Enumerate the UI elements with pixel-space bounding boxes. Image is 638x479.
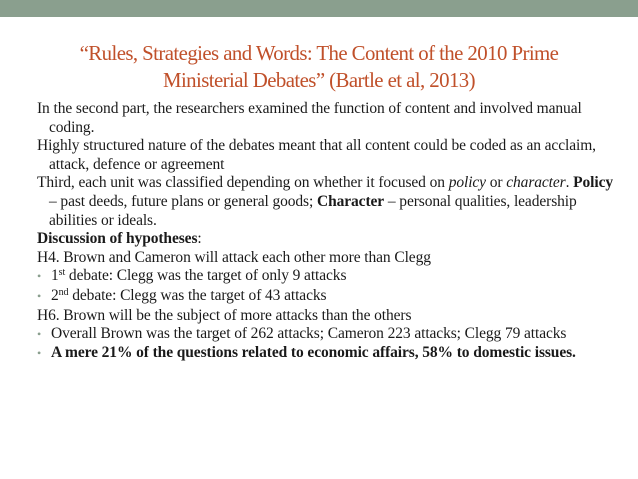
discussion-label: Discussion of hypotheses [37,230,198,248]
title-line-1: “Rules, Strategies and Words: The Content of the 2010 Prime [79,41,559,65]
hypothesis-h4: H4. Brown and Cameron will attack each other more than Clegg [37,248,431,266]
paragraph-third-classification [37,174,617,230]
character-italic: character [506,174,566,192]
ordinal-suffix: nd [58,286,69,298]
bullet-text: debate: Clegg was the target of only 9 attacks [65,267,347,285]
bullet-first-debate-text [51,267,617,286]
slide-body [37,100,617,362]
bullet-overall-attacks-text: Overall Brown was the target of 262 attacks; Cameron 223 attacks; Clegg 79 attacks [51,325,567,343]
bullet-overall-attacks [37,325,617,344]
bullet-icon: • [37,345,42,360]
bullet-icon: • [37,327,42,342]
ordinal-number: 2 [51,286,59,304]
ordinal-suffix: st [58,267,66,279]
para3-text-3: . [565,174,574,192]
para3-text-4: – past deeds, future plans or general goods; [49,192,317,210]
title-line-2: Ministerial Debates” (Bartle et al, 2013) [162,68,476,92]
bullet-questions-share [37,344,617,363]
top-accent-bar [0,0,638,17]
ordinal-number: 1 [51,267,59,285]
bullet-questions-share-text: A mere 21% of the questions related to economic affairs, 58% to domestic issues. [51,343,576,361]
discussion-colon: : [197,230,202,248]
bullet-second-debate-text [51,287,617,306]
bullet-text: debate: Clegg was the target of 43 attacks [68,286,327,304]
para3-text-1: Third, each unit was classified depending on whether it focused on [37,174,449,192]
paragraph-second-part: In the second part, the researchers examined the function of content and involved manual coding. [37,100,582,136]
paragraph-structured-nature: Highly structured nature of the debates meant that all content could be coded as an acclaim, attack, defence or agreement [37,137,596,173]
bullet-icon: • [37,269,42,284]
policy-bold: Policy [573,174,614,192]
para3-text-2: or [485,174,507,192]
slide-title [39,40,600,94]
para3-text-5: – personal qualities, leadership abilities or ideals. [49,192,577,229]
character-bold: Character [316,192,385,210]
hypothesis-h6: H6. Brown will be the subject of more attacks than the others [37,306,412,324]
policy-italic: policy [448,174,486,192]
bullet-second-debate [37,287,617,306]
discussion-heading [37,230,617,249]
bullet-icon: • [37,288,42,303]
bullet-first-debate [37,267,617,286]
